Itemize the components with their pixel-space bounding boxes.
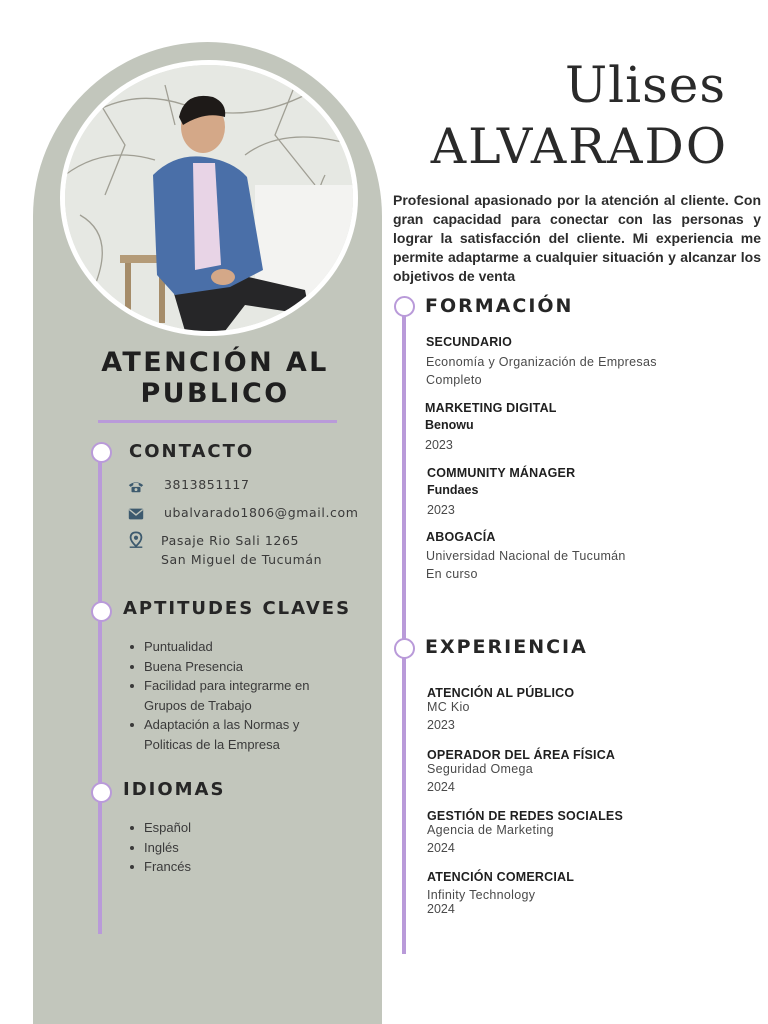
- entry-extra: 2023: [425, 438, 453, 452]
- address-line-1: Pasaje Rio Sali 1265: [161, 533, 300, 548]
- list-item: Puntualidad: [128, 637, 309, 657]
- role-title: [80, 347, 350, 409]
- entry-year: 2024: [427, 780, 455, 794]
- entry-heading: SECUNDARIO: [426, 335, 513, 349]
- entry-year: 2023: [427, 718, 455, 732]
- entry-heading: ABOGACÍA: [426, 530, 496, 544]
- entry-year: 2024: [427, 841, 455, 855]
- role-title-line-1: ATENCIÓN AL: [101, 347, 329, 378]
- experience-entry: [427, 748, 615, 794]
- education-heading: FORMACIÓN: [425, 295, 574, 317]
- education-entry: [426, 335, 657, 387]
- contact-email[interactable]: [127, 505, 359, 523]
- languages-dot: [91, 782, 112, 803]
- contact-dot: [91, 442, 112, 463]
- experience-entry: [427, 870, 574, 916]
- entry-detail: Universidad Nacional de Tucumán: [426, 549, 626, 563]
- education-entry: [427, 466, 575, 517]
- entry-company: MC Kio: [427, 700, 470, 714]
- contact-phone[interactable]: [127, 477, 250, 495]
- phone-icon: [127, 477, 145, 495]
- list-item: Facilidad para integrarme en: [128, 676, 309, 696]
- experience-entry: [427, 686, 574, 732]
- entry-detail: Economía y Organización de Empresas: [426, 355, 657, 369]
- entry-company: Seguridad Omega: [427, 762, 533, 776]
- entry-detail: Benowu: [425, 418, 474, 432]
- entry-extra: Completo: [426, 373, 482, 387]
- entry-extra: En curso: [426, 567, 478, 581]
- list-item: Buena Presencia: [128, 657, 309, 677]
- location-icon: [127, 531, 145, 549]
- profile-photo: [65, 65, 353, 331]
- list-item: Español: [128, 818, 191, 838]
- education-entry: [426, 530, 626, 581]
- role-title-line-2: PUBLICO: [140, 378, 290, 409]
- first-name: Ulises: [564, 56, 726, 114]
- contact-heading: CONTACTO: [129, 441, 255, 462]
- entry-heading: OPERADOR DEL ÁREA FÍSICA: [427, 748, 616, 762]
- entry-year: 2024: [427, 902, 455, 916]
- skills-heading: APTITUDES CLAVES: [123, 598, 352, 619]
- entry-heading: ATENCIÓN COMERCIAL: [427, 870, 575, 884]
- list-item-continuation: Politicas de la Empresa: [144, 736, 280, 752]
- entry-company: Agencia de Marketing: [427, 823, 554, 837]
- list-item: Inglés: [128, 838, 191, 858]
- email-icon: [127, 505, 145, 523]
- profile-summary: Profesional apasionado por la atención al cliente. Con gran capacidad para conectar con las personas y lograr la satisfacción del cliente. Mi experiencia me permite adaptarme a cualquier situación y alcanzar los objetivos de venta: [393, 192, 761, 284]
- address-line-2: San Miguel de Tucumán: [161, 552, 323, 567]
- entry-extra: 2023: [427, 503, 455, 517]
- list-item: Francés: [128, 857, 191, 877]
- role-divider: [98, 420, 337, 423]
- list-item-continuation: Grupos de Trabajo: [144, 697, 252, 713]
- skills-list: [128, 637, 309, 754]
- left-timeline-line: [98, 452, 102, 934]
- experience-heading: EXPERIENCIA: [425, 636, 588, 658]
- education-entry: [425, 401, 557, 452]
- address: [161, 531, 322, 569]
- languages-heading: IDIOMAS: [123, 779, 226, 800]
- skills-dot: [91, 601, 112, 622]
- education-dot: [394, 296, 415, 317]
- languages-list: [128, 818, 191, 877]
- entry-heading: COMMUNITY MÁNAGER: [427, 466, 576, 480]
- entry-heading: MARKETING DIGITAL: [425, 401, 557, 415]
- right-timeline-line: [402, 306, 406, 954]
- last-name: ALVARADO: [430, 118, 728, 175]
- entry-detail: Fundaes: [427, 483, 479, 497]
- entry-heading: ATENCIÓN AL PÚBLICO: [427, 686, 575, 700]
- phone-number: 3813851117: [164, 477, 250, 492]
- experience-entry: [427, 809, 623, 855]
- experience-dot: [394, 638, 415, 659]
- entry-company: Infinity Technology: [427, 888, 536, 902]
- list-item: Adaptación a las Normas y: [128, 715, 309, 735]
- entry-heading: GESTIÓN DE REDES SOCIALES: [427, 809, 624, 823]
- contact-address: [127, 531, 322, 569]
- email-address: ubalvarado1806@gmail.com: [164, 505, 359, 520]
- profile-photo-frame: [60, 60, 358, 336]
